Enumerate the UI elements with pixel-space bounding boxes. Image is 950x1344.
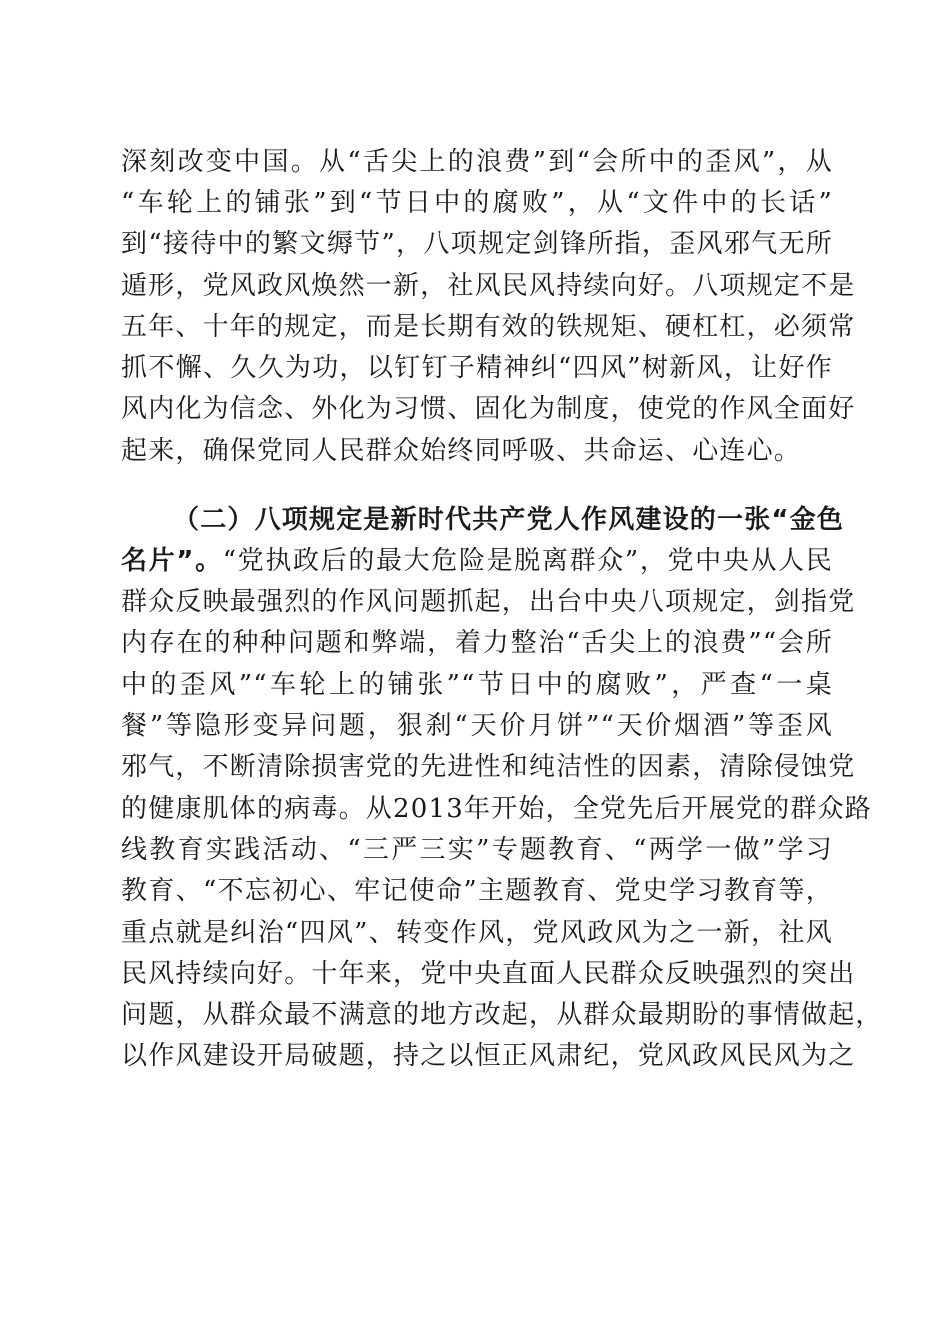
paragraph1-line-6: 抓不懈、久久为功，以钉钉子精神纠“四风”树新风，让好作 — [121, 353, 833, 383]
paragraph2-line-13: 问题，从群众最不满意的地方改起，从群众最期盼的事情做起， — [121, 1000, 883, 1030]
paragraph1-line-5: 五年、十年的规定，而是长期有效的铁规矩、硬杠杠，必须常 — [121, 312, 856, 342]
paragraph1-line-2: “车轮上的铺张”到“节日中的腐败”，从“文件中的长话” — [121, 188, 833, 218]
paragraph2-line-14: 以作风建设开局破题，持之以恒正风肃纪，党风政风民风为之 — [121, 1041, 856, 1071]
paragraph1-line-8: 起来，确保党同人民群众始终同呼吸、共命运、心连心。 — [121, 436, 802, 466]
paragraph1-line-3: 到“接待中的繁文缛节”，八项规定剑锋所指，歪风邪气无所 — [121, 229, 833, 259]
paragraph2-line-3: 群众反映最强烈的作风问题抓起，出台中央八项规定，剑指党 — [121, 587, 856, 617]
paragraph2-line-2 — [121, 541, 833, 581]
section-heading-end: 名片”。 — [121, 546, 223, 576]
paragraph2-line-7: 邪气，不断清除损害党的先进性和纯洁性的因素，清除侵蚀党 — [121, 752, 856, 782]
paragraph2-line-10: 教育、“不忘初心、牢记使命”主题教育、党史学习教育等， — [121, 876, 833, 906]
paragraph2-line-6: 餐”等隐形变异问题，狠刹“天价月饼”“天价烟酒”等歪风 — [121, 711, 833, 741]
paragraph2-line-4: 内存在的种种问题和弊端，着力整治“舌尖上的浪费”“会所 — [121, 628, 833, 658]
paragraph1-line-7: 风内化为信念、外化为习惯、固化为制度，使党的作风全面好 — [121, 394, 856, 424]
paragraph1-line-4: 遁形，党风政风焕然一新，社风民风持续向好。八项规定不是 — [121, 271, 856, 301]
paragraph2-line-11: 重点就是纠治“四风”、转变作风，党风政风为之一新，社风 — [121, 918, 833, 948]
paragraph2-line-12: 民风持续向好。十年来，党中央直面人民群众反映强烈的突出 — [121, 959, 856, 989]
paragraph2-line-5: 中的歪风”“车轮上的铺张”“节日中的腐败”，严查“一桌 — [121, 670, 833, 700]
paragraph1-line-1: 深刻改变中国。从“舌尖上的浪费”到“会所中的歪风”，从 — [121, 147, 833, 177]
paragraph2-line-8: 的健康肌体的病毒。从2013年开始，全党先后开展党的群众路 — [121, 794, 872, 824]
section-heading: （二）八项规定是新时代共产党人作风建设的一张“金色 — [173, 505, 845, 535]
paragraph2-line-9: 线教育实践活动、“三严三实”专题教育、“两学一做”学习 — [121, 835, 833, 865]
paragraph2-line-2-text: “党执政后的最大危险是脱离群众”，党中央从人民 — [222, 546, 834, 576]
